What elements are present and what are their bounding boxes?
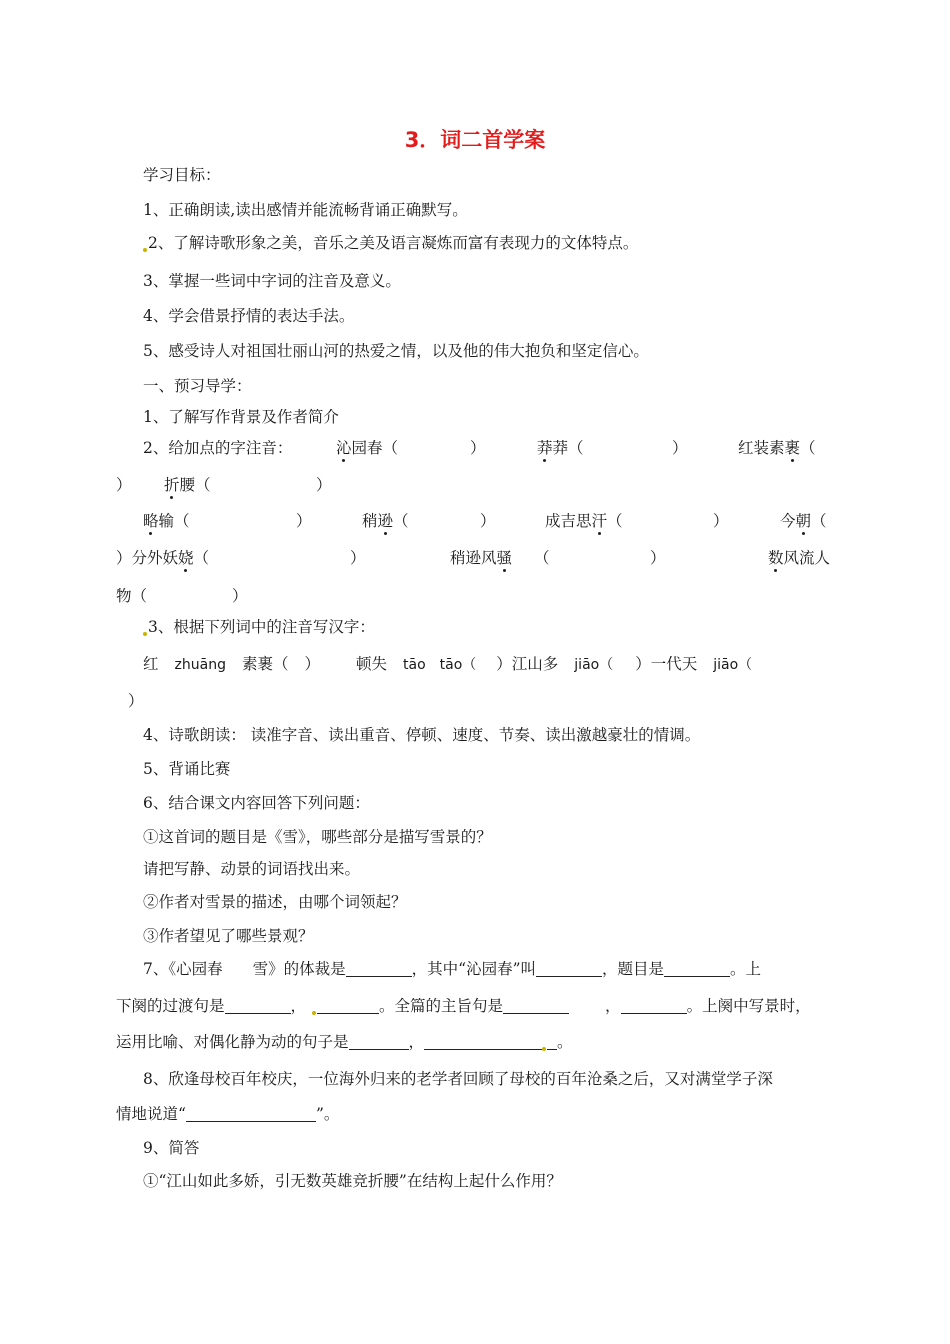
blank-line <box>349 1034 409 1050</box>
question-9: 9、简答 <box>143 1139 200 1157</box>
blank-line <box>424 1034 542 1050</box>
pinyin-item: 略输（ <box>143 512 190 530</box>
pinyin-item: 稍逊（ <box>362 512 409 530</box>
question-6-item: ①这首词的题目是《雪》，哪些部分是描写雪景的？ <box>143 828 492 846</box>
pinyin-item: 成吉思汗（ <box>545 512 623 530</box>
question-6-item: 请把写静、动景的词语找出来。 <box>143 860 361 878</box>
pinyin-item: 数风流人 <box>768 549 831 567</box>
question-3-label: 3、根据下列词中的注音写汉字： <box>143 616 375 638</box>
close-paren: ） <box>713 512 729 530</box>
blank-line <box>346 961 412 977</box>
blank-line <box>225 998 291 1014</box>
goal-item: 1、正确朗读,读出感情并能流畅背诵正确默写。 <box>143 201 468 219</box>
pinyin-item: 折腰（ <box>164 476 211 494</box>
pinyin-item: 今朝（ <box>780 512 827 530</box>
close-paren: ） <box>350 549 366 567</box>
mark-dot <box>143 632 147 636</box>
pinyin-item: 物（ <box>116 587 148 605</box>
question-8-line: 8、欣逢母校百年校庆，一位海外归来的老学者回顾了母校的百年沧桑之后，又对满堂学子深 <box>143 1070 773 1088</box>
page-title: 3．词二首学案 <box>404 128 546 152</box>
pinyin-item: 沁园春（ <box>336 439 399 457</box>
mark-dot <box>143 248 147 252</box>
question-6: 6、结合课文内容回答下列问题： <box>143 794 370 812</box>
blank-line <box>621 998 687 1014</box>
question-8-line: 情地说道“ ”。 <box>116 1105 340 1123</box>
blank-line <box>503 998 569 1014</box>
question-9-item: ①“江山如此多娇，引无数英雄竞折腰”在结构上起什么作用？ <box>143 1172 562 1190</box>
close-paren: ） <box>672 439 688 457</box>
mark-dot <box>542 1047 546 1051</box>
question-2-label: 2、给加点的字注音： <box>143 439 293 457</box>
blank-line <box>186 1106 316 1122</box>
goal-item: 3、掌握一些词中字词的注音及意义。 <box>143 272 401 290</box>
blank-line <box>536 961 602 977</box>
pinyin-item: 红装素裹（ <box>738 439 816 457</box>
pinyin-item: 莽莽（ <box>537 439 584 457</box>
mark-dot <box>312 1011 316 1015</box>
question-5: 5、背诵比赛 <box>143 760 231 778</box>
pinyin-item: 稍逊风骚 （ <box>450 549 550 567</box>
question-6-item: ②作者对雪景的描述，由哪个词领起？ <box>143 893 407 911</box>
close-paren: ） <box>316 476 332 494</box>
goal-item: 2、了解诗歌形象之美，音乐之美及语言凝炼而富有表现力的文体特点。 <box>143 232 638 254</box>
blank-line <box>664 961 730 977</box>
close-paren: ） <box>116 476 132 494</box>
pinyin-fill-row: 红 zhuāng 素裹（ ） 顿失 tāo tāo（ ）江山多 jiāo（ ）一代天 jiāo（ <box>143 655 753 673</box>
close-paren: ） <box>650 549 666 567</box>
question-7-line: 运用比喻、对偶化静为动的句子是 ， 。 <box>116 1033 573 1051</box>
blank-line <box>317 998 379 1014</box>
goals-heading: 学习目标： <box>143 166 221 184</box>
question-6-item: ③作者望见了哪些景观？ <box>143 927 314 945</box>
close-paren: ） <box>470 439 486 457</box>
blank-line <box>547 1034 557 1050</box>
question-7-line: 下阕的过渡句是 ， 。全篇的主旨句是 ， 。上阕中写景时， <box>116 997 811 1015</box>
close-paren: ） <box>232 587 248 605</box>
question-7-line: 7、《心园春 雪》的体裁是 ，其中“沁园春”叫 ，题目是 。上 <box>143 960 762 978</box>
pinyin-item: ）分外妖娆（ <box>116 549 210 567</box>
close-paren: ） <box>480 512 496 530</box>
question-4: 4、诗歌朗读： 读准字音、读出重音、停顿、速度、节奏、读出激越豪壮的情调。 <box>143 726 701 744</box>
close-paren: ） <box>296 512 312 530</box>
goal-item: 4、学会借景抒情的表达手法。 <box>143 307 355 325</box>
question-1: 1、了解写作背景及作者简介 <box>143 408 339 426</box>
goal-item: 5、感受诗人对祖国壮丽山河的热爱之情，以及他的伟大抱负和坚定信心。 <box>143 342 649 360</box>
close-paren: ） <box>128 692 144 710</box>
section-heading: 一、预习导学： <box>143 377 252 395</box>
